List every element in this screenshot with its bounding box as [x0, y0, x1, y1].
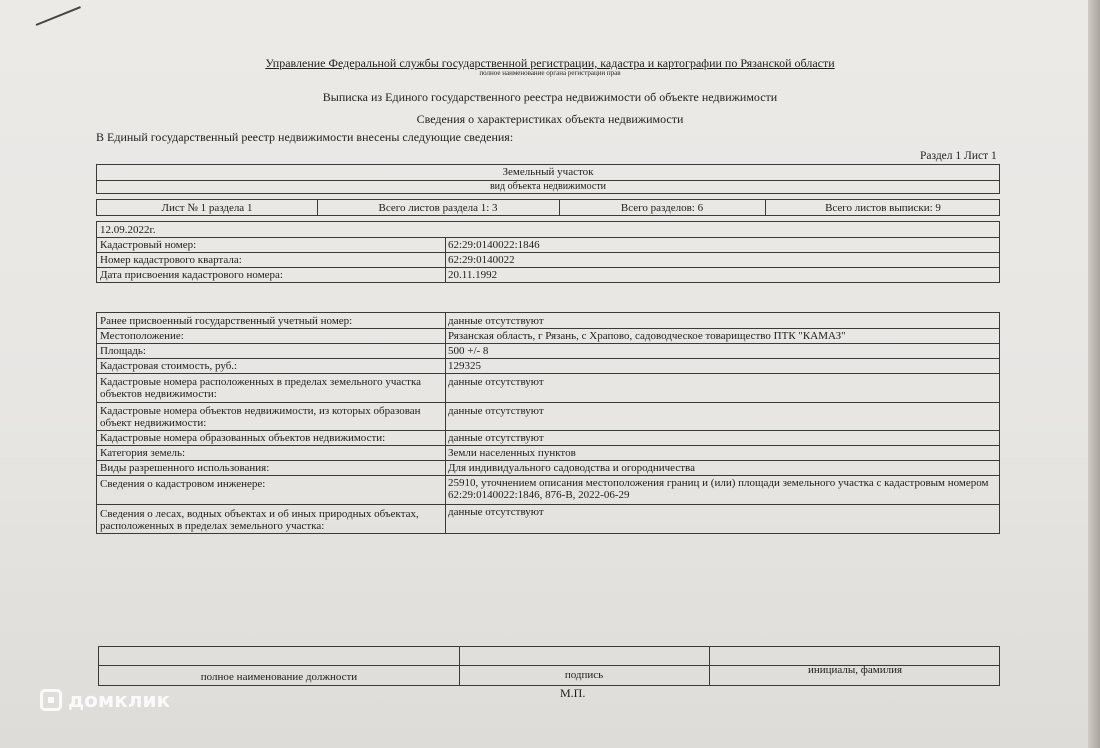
object-type-caption: вид объекта недвижимости	[489, 181, 607, 192]
detail-label: Кадастровые номера объектов недвижимости, из которых образован объект недвижимости:	[100, 405, 421, 429]
detail-value: данные отсутствуют	[448, 506, 544, 518]
detail-label: Кадастровые номера расположенных в пределах земельного участка объектов недвижимости:	[100, 376, 422, 400]
agency-name: Управление Федеральной службы государственной регистрации, кадастра и картографии по Рязанской области	[265, 56, 835, 70]
quarter-number-label: Номер кадастрового квартала:	[100, 254, 242, 266]
stamp-place-label: М.П.	[560, 686, 586, 700]
detail-label: Площадь:	[100, 345, 146, 357]
cadastral-number-value: 62:29:0140022:1846	[448, 239, 540, 251]
position-caption: полное наименование должности	[200, 671, 358, 683]
pen-mark	[36, 6, 81, 26]
section-sheets-total: Всего листов раздела 1: 3	[378, 202, 498, 214]
detail-label: Категория земель:	[100, 447, 186, 459]
watermark-text: домклик	[68, 688, 171, 712]
detail-value: Для индивидуального садоводства и огородничества	[448, 462, 695, 474]
signature-caption: подпись	[564, 669, 604, 681]
detail-value: данные отсутствуют	[448, 405, 544, 417]
sheet-info-bar	[96, 199, 1000, 216]
assign-date-label: Дата присвоения кадастрового номера:	[100, 269, 283, 281]
detail-label: Ранее присвоенный государственный учетный номер:	[100, 315, 353, 327]
detail-label: Местоположение:	[100, 330, 184, 342]
detail-value: данные отсутствуют	[448, 432, 544, 444]
detail-value: 129325	[448, 360, 481, 372]
cadastral-table	[96, 221, 1000, 283]
detail-label: Сведения о кадастровом инженере:	[100, 478, 266, 490]
detail-value: данные отсутствуют	[448, 315, 544, 327]
extract-sheets-total: Всего листов выписки: 9	[825, 202, 941, 214]
detail-value: 500 +/- 8	[448, 345, 489, 357]
detail-label: Кадастровая стоимость, руб.:	[100, 360, 238, 372]
detail-label: Сведения о лесах, водных объектах и об иных природных объектах, расположенных в пределах земельного участка:	[100, 508, 419, 532]
extract-date: 12.09.2022г.	[100, 224, 156, 236]
detail-value: Земли населенных пунктов	[448, 447, 576, 459]
house-icon	[40, 689, 62, 711]
quarter-number-value: 62:29:0140022	[448, 254, 515, 266]
intro-text: В Единый государственный реестр недвижимости внесены следующие сведения:	[96, 130, 514, 144]
watermark	[40, 688, 170, 712]
object-type: Земельный участок	[502, 166, 594, 178]
detail-label: Виды разрешенного использования:	[100, 462, 270, 474]
cadastral-number-label: Кадастровый номер:	[100, 239, 197, 251]
detail-value: данные отсутствуют	[448, 376, 544, 388]
object-type-box	[96, 164, 1000, 194]
details-table	[96, 312, 1000, 534]
detail-label: Кадастровые номера образованных объектов недвижимости:	[100, 432, 386, 444]
detail-value: 25910, уточнением описания местоположения границ и (или) площади земельного участка с кадастровым номером 62:29:0140022:1846, 876-В, 2022-06-29	[448, 477, 989, 501]
agency-caption: полное наименование органа регистрации прав	[479, 69, 621, 77]
section-sheet-label: Раздел 1 Лист 1	[920, 150, 997, 162]
sections-total: Всего разделов: 6	[620, 202, 704, 214]
section-title: Сведения о характеристиках объекта недвижимости	[416, 112, 684, 126]
page-edge	[1088, 0, 1100, 748]
signature-block	[98, 646, 1000, 686]
document-title: Выписка из Единого государственного реестра недвижимости об объекте недвижимости	[322, 90, 778, 104]
detail-value: Рязанская область, г Рязань, с Храпово, садоводческое товарищество ПТК "КАМАЗ"	[448, 330, 846, 342]
assign-date-value: 20.11.1992	[448, 269, 498, 281]
sheet-number: Лист № 1 раздела 1	[161, 202, 253, 214]
initials-caption: инициалы, фамилия	[807, 664, 903, 676]
